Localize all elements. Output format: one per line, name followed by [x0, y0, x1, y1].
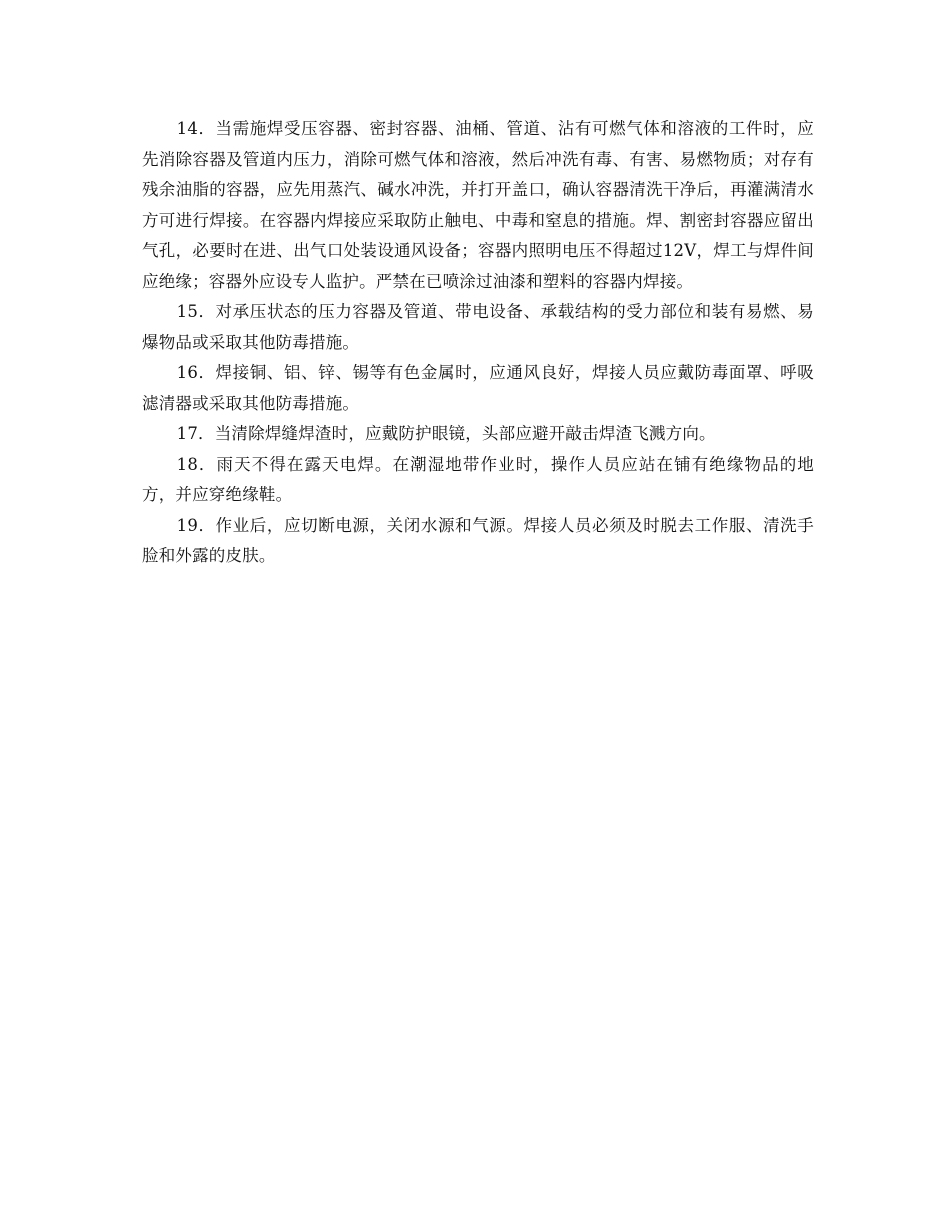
paragraph-item-15: 15．对承压状态的压力容器及管道、带电设备、承载结构的受力部位和装有易燃、易爆物品或采取其他防毒措施。 [142, 302, 814, 352]
paragraph-item-19: 19．作业后，应切断电源，关闭水源和气源。焊接人员必须及时脱去工作服、清洗手脸和外露的皮肤。 [142, 515, 814, 565]
paragraph-item-14: 14．当需施焊受压容器、密封容器、油桶、管道、沾有可燃气体和溶液的工件时，应先消除容器及管道内压力，消除可燃气体和溶液，然后冲洗有毒、有害、易燃物质；对存有残余油脂的容器，应先用蒸汽、碱水冲洗，并打开盖口，确认容器清洗干净后，再灌满清水方可进行焊接。在容器内焊接应采取防止触电、中毒和窒息的措施。焊、割密封容器应留出气孔，必要时在进、出气口处装设通风设备；容器内照明电压不得超过12V，焊工与焊件间应绝缘；容器外应设专人监护。严禁在已喷涂过油漆和塑料的容器内焊接。 [142, 119, 814, 291]
document-page [142, 114, 814, 572]
paragraph-item-16: 16．焊接铜、铝、锌、锡等有色金属时，应通风良好，焊接人员应戴防毒面罩、呼吸滤清器或采取其他防毒措施。 [142, 363, 814, 413]
paragraph-item-17: 17．当清除焊缝焊渣时，应戴防护眼镜，头部应避开敲击焊渣飞溅方向。 [176, 424, 716, 443]
paragraph-item-18: 18．雨天不得在露天电焊。在潮湿地带作业时，操作人员应站在铺有绝缘物品的地方，并应穿绝缘鞋。 [142, 454, 814, 504]
